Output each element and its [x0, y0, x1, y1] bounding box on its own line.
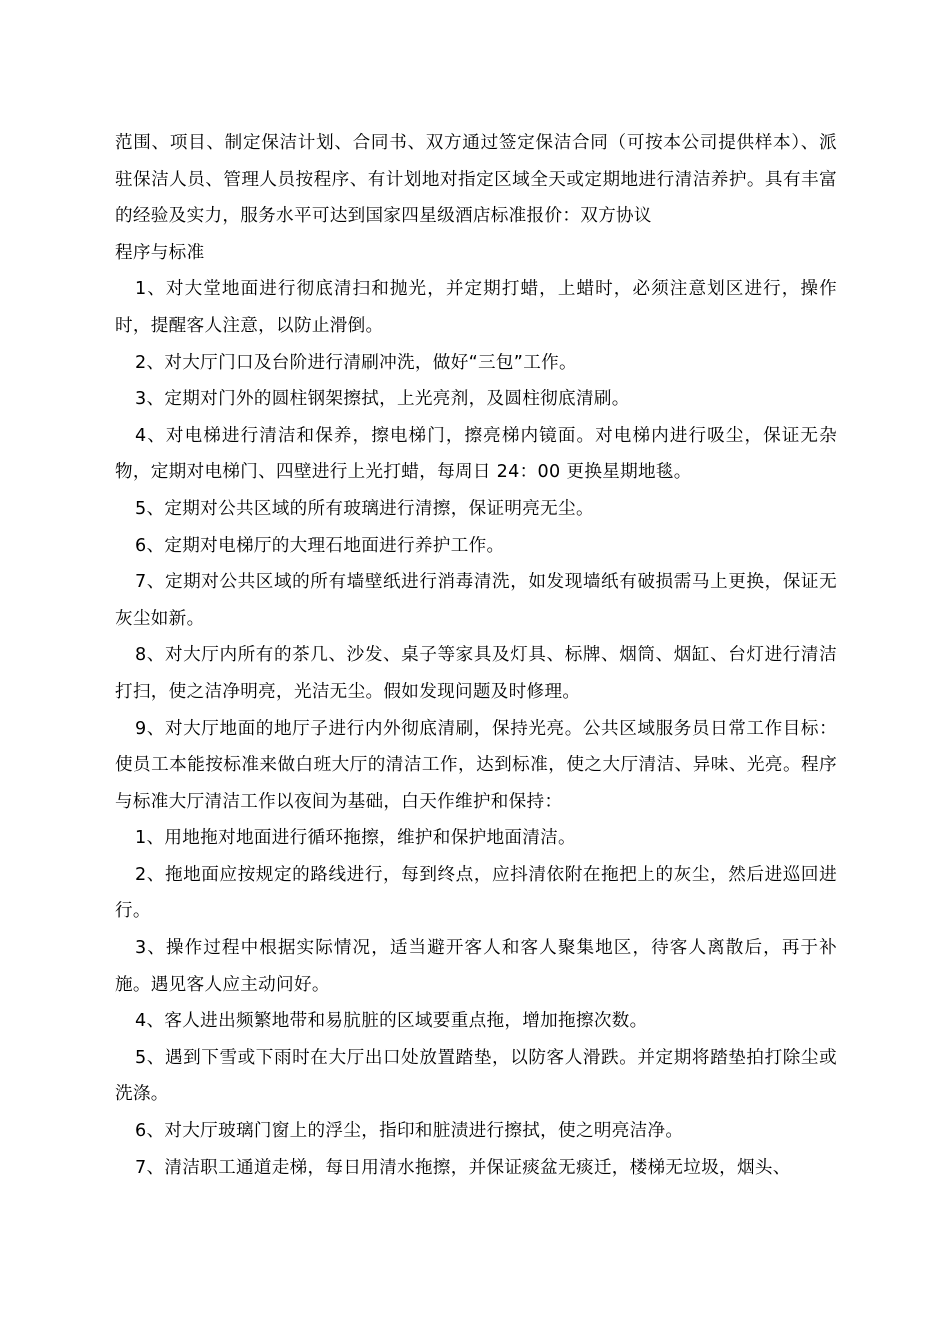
list-item: 6、对大厅玻璃门窗上的浮尘，指印和脏渍进行擦拭，使之明亮洁净。 — [135, 1121, 684, 1142]
list-item: 6、定期对电梯厅的大理石地面进行养护工作。 — [135, 535, 505, 556]
list-item: 5、定期对公共区域的所有玻璃进行清擦，保证明亮无尘。 — [135, 498, 594, 519]
list-item: 7、定期对公共区域的所有墙壁纸进行消毒清洗，如发现墙纸有破损需马上更换，保证无灰尘如新。 — [115, 572, 837, 629]
list-item: 7、清洁职工通道走梯，每日用清水拖擦，并保证痰盆无痰迁，楼梯无垃圾，烟头、 — [135, 1157, 791, 1178]
list-item: 8、对大厅内所有的茶几、沙发、桌子等家具及灯具、标牌、烟筒、烟缸、台灯进行清洁打扫，使之洁净明亮，光洁无尘。假如发现问题及时修理。 — [115, 645, 837, 702]
intro-paragraph: 范围、项目、制定保洁计划、合同书、双方通过签定保洁合同（可按本公司提供样本）、派驻保洁人员、管理人员按程序、有计划地对指定区域全天或定期地进行清洁养护。具有丰富的经验及实力，服务水平可达到国家四星级酒店标准报价：双方协议 — [115, 133, 837, 227]
list-item: 2、拖地面应按规定的路线进行，每到终点，应抖清依附在拖把上的灰尘，然后进巡回进行。 — [115, 864, 837, 922]
list-item: 5、遇到下雪或下雨时在大厅出口处放置踏垫，以防客人滑跌。并定期将踏垫拍打除尘或洗涤。 — [115, 1047, 837, 1105]
document-body — [115, 125, 837, 1186]
list-item: 1、用地拖对地面进行循环拖擦，维护和保护地面清洁。 — [135, 828, 576, 849]
list-item: 3、定期对门外的圆柱钢架擦拭，上光亮剂，及圆柱彻底清刷。 — [135, 389, 630, 410]
list-item: 2、对大厅门口及台阶进行清刷冲洗，做好“三包”工作。 — [135, 352, 577, 373]
list-item: 9、对大厅地面的地厅子进行内外彻底清刷，保持光亮。公共区域服务员日常工作目标：使员工本能按标准来做白班大厅的清洁工作，达到标准，使之大厅清洁、异味、光亮。程序与标准大厅清洁工作以夜间为基础，白天作维护和保持： — [115, 718, 837, 812]
list-item: 1、对大堂地面进行彻底清扫和抛光，并定期打蜡，上蜡时，必须注意划区进行，操作时，提醒客人注意，以防止滑倒。 — [115, 279, 837, 336]
list-item: 4、客人进出频繁地带和易肮脏的区域要重点拖，增加拖擦次数。 — [135, 1011, 648, 1032]
intro-tail-line: 程序与标准 — [115, 242, 205, 263]
list-item: 4、对电梯进行清洁和保养，擦电梯门，擦亮梯内镜面。对电梯内进行吸尘，保证无杂物，定期对电梯门、四壁进行上光打蜡，每周日 24：00 更换星期地毯。 — [115, 425, 837, 483]
list-item: 3、操作过程中根据实际情况，适当避开客人和客人聚集地区，待客人离散后，再于补施。遇见客人应主动问好。 — [115, 938, 837, 995]
